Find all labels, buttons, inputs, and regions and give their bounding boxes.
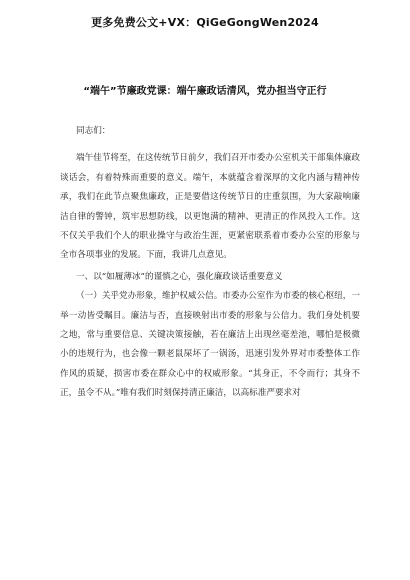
document-title: “端午”节廉政党课：端午廉政话清风，党办担当守正行	[83, 86, 327, 97]
promo-banner: 更多免费公文+VX：QiGeGongWen2024	[91, 16, 319, 29]
intro-paragraph: 端午佳节将至，在这传统节日前夕，我们召开市委办公室机关干部集体廉政谈话会，有着特殊而重要的意义。端午，本就蕴含着深厚的文化内涵与精神传承，我们在此节点聚焦廉政，正是要借这传统节日的庄重氛围，为大家敲响廉洁自律的警钟，筑牢思想防线，以更饱满的精神、更清正的作风投入工作。这不仅关乎我们个人的职业操守与政治生涯，更紧密联系着市委办公室的形象与全市各项事业的发展。下面，我讲几点意见。	[60, 153, 360, 261]
salutation: 同志们：	[76, 126, 111, 136]
document-body	[60, 122, 360, 404]
subsection-paragraph-1	[60, 287, 360, 403]
subsection-body-1: 市委办公室作为市委的核心枢纽，一举一动皆受瞩目。廉洁与否，直接映射出市委的形象与公信力。我们身处机要之地，常与重要信息、关键决策接触，若在廉洁上出现丝毫差池，哪怕是极微小的违规行为，也会像一颗老鼠屎坏了一锅汤，迅速引发外界对市委整体工作作风的质疑，损害市委在群众心中的权威形象。“其身正，不令而行；其身不正，虽令不从。”唯有我们时刻保持清正廉洁，以高标准严要求对	[60, 291, 360, 399]
section-heading-1: 一、以“如履薄冰”的谨慎之心，强化廉政谈话重要意义	[76, 271, 283, 282]
subsection-heading-1: （一）关乎党办形象，维护权威公信。	[76, 291, 223, 302]
